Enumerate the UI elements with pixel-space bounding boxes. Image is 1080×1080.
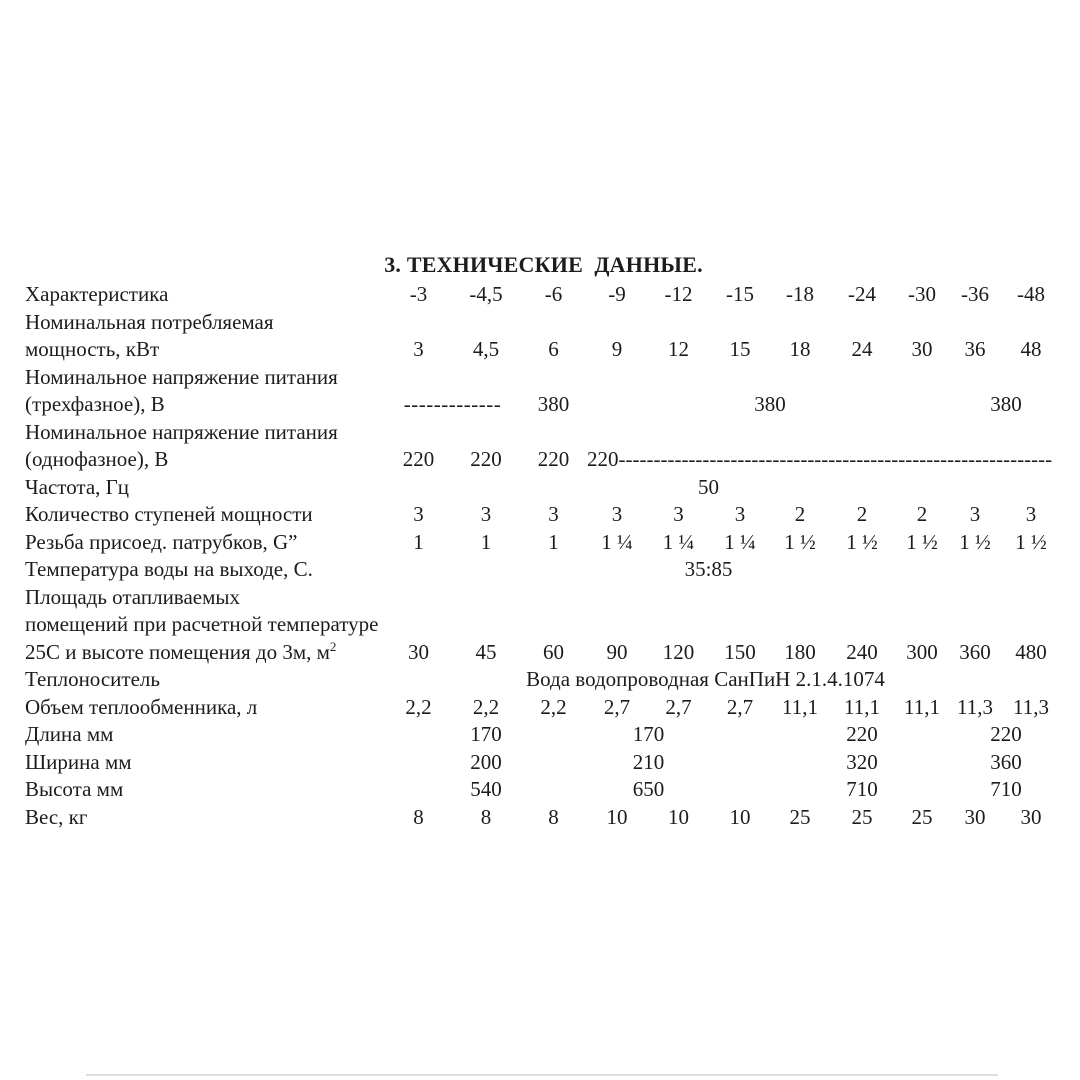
- cell: 8: [413, 804, 424, 829]
- cell: 2,2: [405, 694, 432, 719]
- table-row-voltage1-values: [25, 446, 1062, 474]
- cell: 710: [846, 777, 878, 801]
- cell: 11,3: [957, 694, 993, 719]
- cell: 50: [698, 474, 719, 499]
- table-row-voltage3-values: [25, 391, 1062, 419]
- table-row-outlet-temp: [25, 556, 1062, 584]
- cell: 210: [632, 749, 665, 774]
- table-row-area-values: [25, 639, 1062, 667]
- cell: 25: [911, 804, 933, 829]
- column-header: -15: [726, 282, 754, 306]
- cell: 3: [611, 502, 623, 526]
- table-row-voltage1-label: [25, 419, 1062, 447]
- row-label: Теплоноситель: [25, 667, 160, 691]
- table-row-power-label: [25, 309, 1062, 337]
- cell: 380: [990, 392, 1022, 416]
- cell: 170: [632, 722, 665, 746]
- cell: 90: [606, 639, 628, 664]
- cell: 1 ½: [784, 529, 816, 554]
- cell: 3: [734, 502, 746, 526]
- row-label: Номинальная потребляемая: [25, 309, 274, 334]
- cell: 1: [480, 529, 492, 554]
- cell: 220: [846, 722, 878, 746]
- cell: 1 ¼: [724, 529, 756, 554]
- table-row-area-label2: [25, 611, 1062, 639]
- row-label: мощность, кВт: [25, 337, 160, 361]
- cell: 45: [475, 639, 497, 664]
- cell: 3: [969, 502, 981, 526]
- section-title: 3. ТЕХНИЧЕСКИЕ ДАННЫЕ.: [384, 252, 703, 277]
- row-label: Номинальное напряжение питания: [25, 419, 338, 444]
- column-header: -6: [544, 282, 563, 306]
- cell: 18: [789, 337, 811, 361]
- cell: 4,5: [472, 337, 500, 361]
- cell: 11,1: [844, 694, 880, 719]
- cell: 2,2: [540, 694, 567, 719]
- cell: 320: [846, 749, 878, 774]
- page-bottom-divider: [86, 1074, 998, 1076]
- cell: 30: [964, 804, 986, 829]
- row-label: Ширина мм: [25, 749, 132, 774]
- cell: 1 ½: [1015, 529, 1047, 554]
- cell: 220: [402, 447, 435, 471]
- column-header: -3: [409, 282, 428, 306]
- table-row-power-values: [25, 336, 1062, 364]
- table-row-voltage3-label: [25, 364, 1062, 392]
- cell: 360: [990, 749, 1022, 774]
- cell: 650: [632, 777, 665, 801]
- cell: 360: [959, 639, 991, 664]
- row-label: Количество ступеней мощности: [25, 502, 313, 526]
- cell: 380: [537, 392, 570, 416]
- technical-data-section: [25, 250, 1062, 831]
- cell: 3: [480, 502, 492, 526]
- cell: 12: [668, 337, 689, 361]
- cell: 120: [662, 639, 695, 664]
- row-label: помещений при расчетной температуре: [25, 612, 379, 636]
- table-row-weight: [25, 804, 1062, 832]
- cell: 11,1: [782, 694, 818, 719]
- row-label: Площадь отапливаемых: [25, 584, 240, 609]
- cell: 180: [784, 639, 816, 664]
- cell: 11,3: [1013, 694, 1049, 719]
- cell: 36: [964, 337, 986, 361]
- cell: 2: [916, 502, 928, 526]
- row-label: Температура воды на выходе, С.: [25, 557, 313, 581]
- cell: 220: [537, 447, 570, 471]
- cell-dashes: -------------: [403, 392, 502, 416]
- column-header: -18: [786, 282, 814, 306]
- column-header: -48: [1017, 282, 1045, 306]
- table-row-header: [25, 281, 1062, 309]
- table-row-power-steps: [25, 501, 1062, 529]
- cell: 3: [673, 502, 684, 526]
- cell: 300: [906, 639, 938, 664]
- cell: 10: [729, 804, 751, 829]
- table-row-length: [25, 721, 1062, 749]
- table-row-coolant: [25, 666, 1062, 694]
- column-header: -30: [908, 282, 936, 306]
- cell: 1 ½: [959, 529, 991, 554]
- cell: 15: [729, 337, 751, 361]
- cell: 8: [480, 804, 492, 829]
- cell: 380: [754, 392, 786, 416]
- cell: 30: [911, 337, 933, 361]
- cell: 170: [470, 722, 502, 746]
- cell: 48: [1020, 337, 1042, 361]
- column-header: -4,5: [469, 282, 503, 306]
- cell: 1 ¼: [601, 529, 633, 554]
- cell: 6: [548, 337, 559, 361]
- cell: 2: [856, 502, 868, 526]
- cell: 2,2: [472, 694, 500, 719]
- cell: 60: [543, 639, 564, 664]
- cell: 220: [990, 722, 1022, 746]
- table-row-width: [25, 749, 1062, 777]
- cell: 2,7: [603, 694, 631, 719]
- cell: 3: [413, 337, 424, 361]
- table-row-frequency: [25, 474, 1062, 502]
- cell: 30: [1020, 804, 1042, 829]
- row-label: Частота, Гц: [25, 474, 130, 499]
- cell: 35:85: [684, 557, 733, 581]
- cell: 3: [548, 502, 559, 526]
- table-row-volume: [25, 694, 1062, 722]
- row-label: (однофазное), В: [25, 447, 169, 471]
- cell-dashes: 220--------------------------------------------------------------: [587, 447, 1053, 471]
- row-label: Высота мм: [25, 777, 124, 801]
- cell: 710: [990, 777, 1022, 801]
- cell: 30: [408, 639, 429, 664]
- row-label: Длина мм: [25, 722, 114, 746]
- row-label: Характеристика: [25, 282, 169, 306]
- cell: 10: [668, 804, 689, 829]
- column-header: -24: [848, 282, 876, 306]
- cell: 8: [548, 804, 559, 829]
- cell: 220: [470, 447, 502, 471]
- row-label: (трехфазное), В: [25, 392, 165, 416]
- cell: 3: [1025, 502, 1037, 526]
- cell: 3: [413, 502, 424, 526]
- cell: 24: [851, 337, 873, 361]
- cell: 200: [470, 749, 502, 774]
- cell: 1: [548, 529, 559, 554]
- cell: 25: [789, 804, 811, 829]
- column-header: -36: [961, 282, 989, 306]
- cell: 1 ½: [906, 529, 938, 554]
- cell: 10: [606, 804, 628, 829]
- table-row-thread: [25, 529, 1062, 557]
- cell: 9: [611, 337, 623, 361]
- cell: 150: [724, 639, 756, 664]
- cell: 480: [1015, 639, 1047, 664]
- cell: 2: [794, 502, 806, 526]
- cell: 240: [846, 639, 878, 664]
- cell: 2,7: [665, 694, 692, 719]
- table-row-height: [25, 776, 1062, 804]
- cell: 11,1: [904, 694, 940, 719]
- cell: 540: [470, 777, 502, 801]
- row-label: 25С и высоте помещения до 3м, $м^2$: [25, 638, 337, 664]
- cell: 2,7: [726, 694, 754, 719]
- cell: Вода водопроводная СанПиН 2.1.4.1074: [526, 667, 885, 691]
- row-label: Номинальное напряжение питания: [25, 364, 338, 389]
- superscript: 2: [329, 638, 337, 654]
- table-row-area-label1: [25, 584, 1062, 612]
- cell: 1: [413, 529, 424, 554]
- row-label: Вес, кг: [25, 804, 88, 829]
- column-header: -9: [608, 282, 626, 306]
- cell: 25: [851, 804, 873, 829]
- cell: 1 ½: [846, 529, 878, 554]
- row-label: Объем теплообменника, л: [25, 694, 258, 719]
- cell: 1 ¼: [662, 529, 695, 554]
- column-header: -12: [664, 282, 693, 306]
- row-label: Резьба присоед. патрубков, G”: [25, 529, 298, 554]
